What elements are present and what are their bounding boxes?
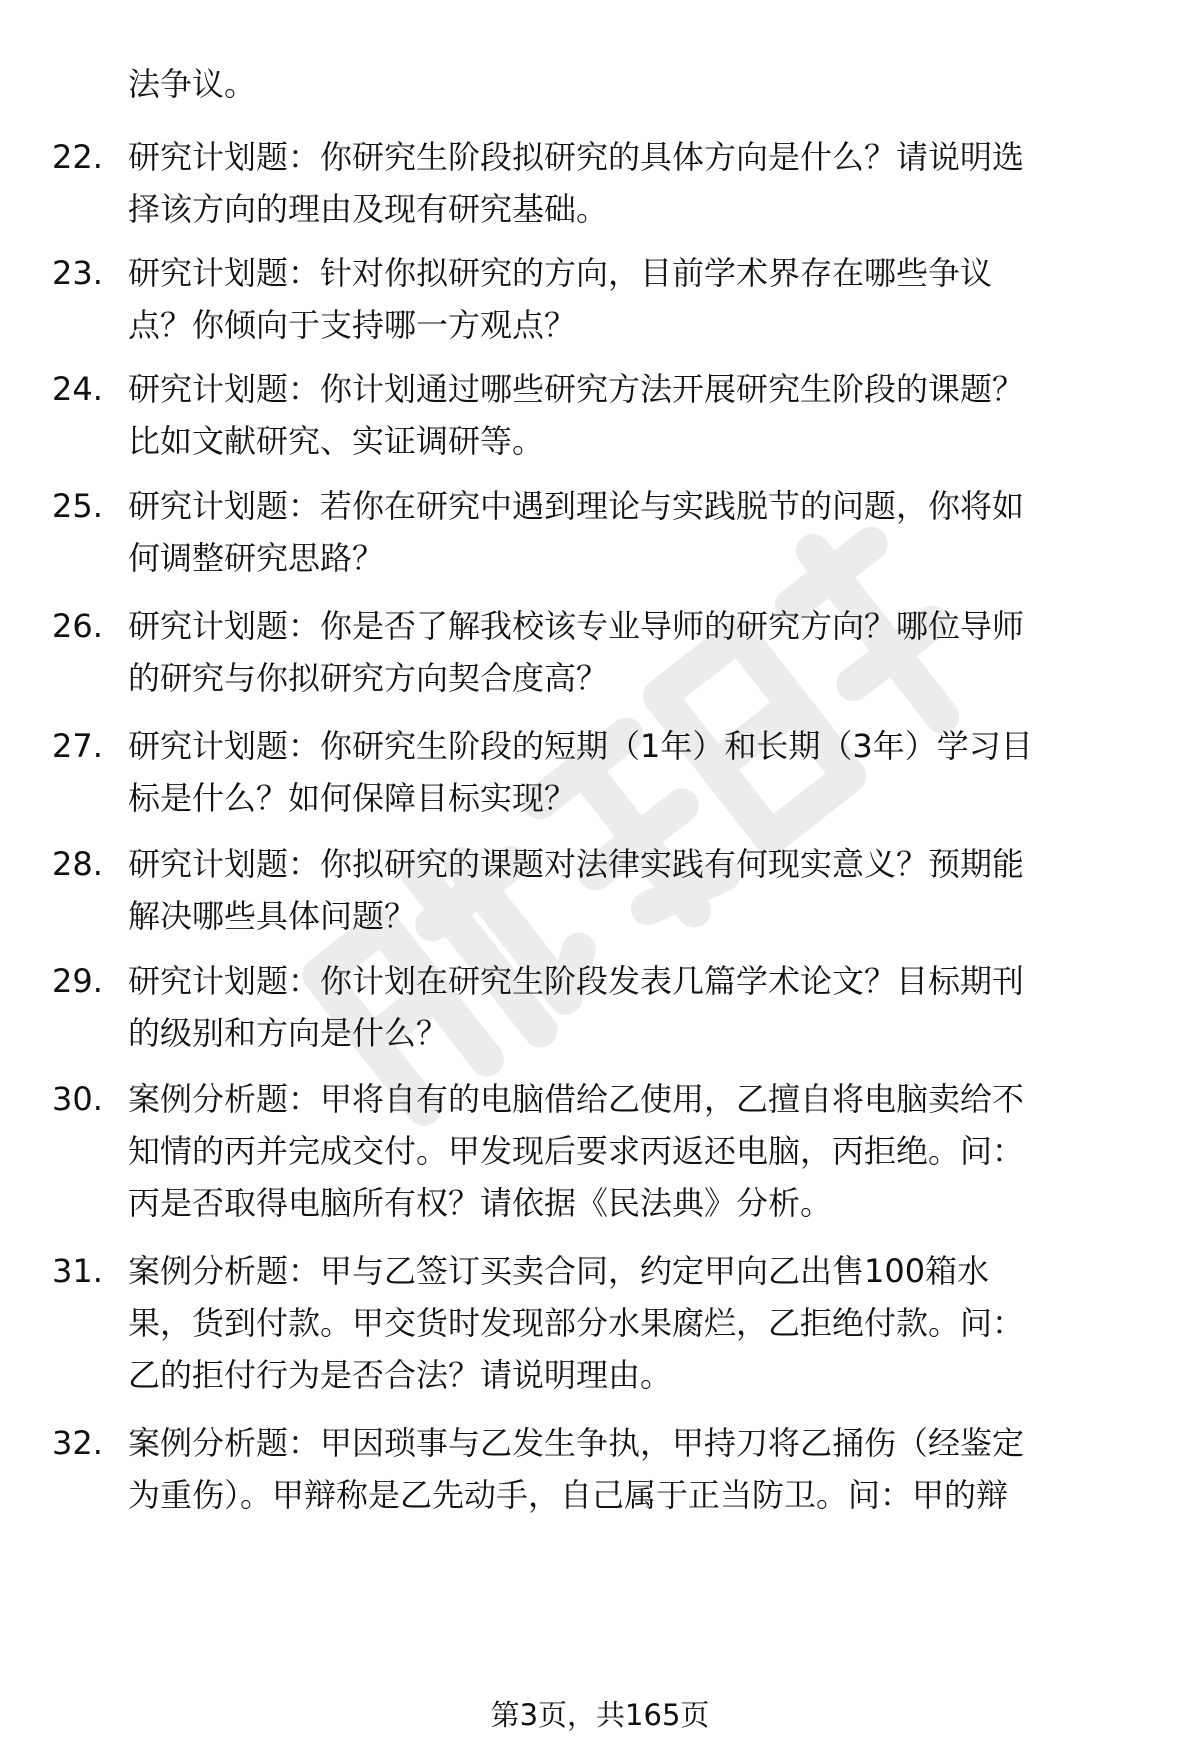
question-line: 研究计划题：你拟研究的课题对法律实践有何现实意义？预期能 — [128, 845, 1025, 883]
question-line: 研究计划题：若你在研究中遇到理论与实践脱节的问题，你将如 — [128, 487, 1025, 525]
question-line: 知情的丙并完成交付。甲发现后要求丙返还电脑，丙拒绝。问： — [128, 1132, 1025, 1170]
question-line: 比如文献研究、实证调研等。 — [128, 422, 545, 460]
question-number: 29. — [52, 962, 103, 1000]
question-text — [128, 600, 1188, 704]
question-line: 解决哪些具体问题？ — [128, 897, 417, 935]
question-number: 28. — [52, 845, 103, 883]
question-text — [128, 838, 1188, 942]
question-number: 25. — [52, 487, 103, 525]
question-text — [128, 131, 1188, 235]
question-line: 研究计划题：针对你拟研究的方向，目前学术界存在哪些争议 — [128, 254, 993, 292]
question-line: 案例分析题：甲因琐事与乙发生争执，甲持刀将乙捅伤（经鉴定 — [128, 1424, 1025, 1462]
question-text — [128, 955, 1188, 1059]
continuation-text: 法争议。 — [128, 65, 257, 103]
question-line: 研究计划题：你研究生阶段的短期（1年）和长期（3年）学习目 — [128, 727, 1033, 765]
question-line: 案例分析题：甲与乙签订买卖合同，约定甲向乙出售100箱水 — [128, 1252, 990, 1290]
page-footer: 第3页，共165页 — [490, 1698, 710, 1732]
question-number: 22. — [52, 138, 103, 176]
question-number: 32. — [52, 1424, 103, 1462]
question-line: 标是什么？如何保障目标实现？ — [128, 779, 577, 817]
question-text — [128, 1073, 1188, 1229]
question-line: 的级别和方向是什么？ — [128, 1014, 449, 1052]
question-number: 27. — [52, 727, 103, 765]
question-line: 研究计划题：你计划在研究生阶段发表几篇学术论文？目标期刊 — [128, 962, 1025, 1000]
question-text — [128, 363, 1188, 467]
question-line: 研究计划题：你是否了解我校该专业导师的研究方向？哪位导师 — [128, 607, 1025, 645]
question-line: 丙是否取得电脑所有权？请依据《民法典》分析。 — [128, 1184, 833, 1222]
question-number: 26. — [52, 607, 103, 645]
question-text — [128, 480, 1188, 584]
question-text — [128, 1245, 1188, 1401]
question-text — [128, 720, 1188, 824]
question-line: 果，货到付款。甲交货时发现部分水果腐烂，乙拒绝付款。问： — [128, 1304, 1025, 1342]
question-number: 24. — [52, 370, 103, 408]
question-line: 为重伤）。甲辩称是乙先动手，自己属于正当防卫。问：甲的辩 — [128, 1476, 1009, 1514]
question-number: 23. — [52, 254, 103, 292]
question-line: 的研究与你拟研究方向契合度高？ — [128, 659, 609, 697]
question-line: 乙的拒付行为是否合法？请说明理由。 — [128, 1356, 673, 1394]
question-line: 择该方向的理由及现有研究基础。 — [128, 190, 609, 228]
question-line: 研究计划题：你研究生阶段拟研究的具体方向是什么？请说明选 — [128, 138, 1025, 176]
question-line: 点？你倾向于支持哪一方观点？ — [128, 306, 577, 344]
question-line: 研究计划题：你计划通过哪些研究方法开展研究生阶段的课题？ — [128, 370, 1025, 408]
question-line: 案例分析题：甲将自有的电脑借给乙使用，乙擅自将电脑卖给不 — [128, 1080, 1025, 1118]
question-text — [128, 247, 1188, 351]
question-text — [128, 1417, 1188, 1521]
question-number: 30. — [52, 1080, 103, 1118]
question-number: 31. — [52, 1252, 103, 1290]
question-line: 何调整研究思路？ — [128, 539, 385, 577]
